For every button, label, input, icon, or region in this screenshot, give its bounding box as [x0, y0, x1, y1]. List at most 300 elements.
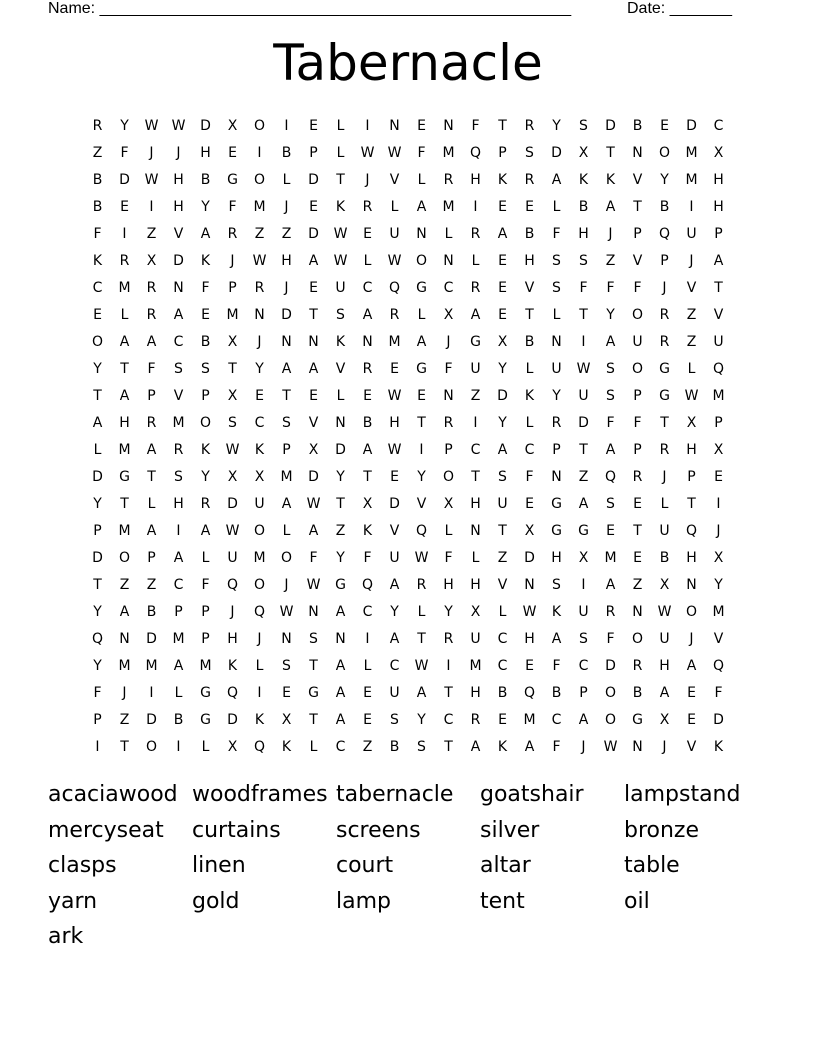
- grid-letter: F: [201, 576, 210, 593]
- grid-letter: P: [579, 684, 588, 701]
- grid-letter: A: [200, 225, 211, 242]
- grid-letter: M: [604, 549, 617, 566]
- grid-letter: E: [525, 495, 534, 512]
- grid-letter: S: [525, 144, 534, 161]
- grid-letter: A: [389, 630, 400, 647]
- grid-letter: V: [335, 360, 346, 377]
- grid-letter: R: [659, 306, 670, 323]
- grid-letter: X: [578, 144, 589, 161]
- grid-letter: Q: [523, 684, 536, 701]
- grid-letter: C: [470, 441, 481, 458]
- grid-letter: H: [389, 414, 400, 431]
- grid-letter: A: [119, 387, 130, 404]
- grid-letter: V: [713, 630, 724, 647]
- grid-letter: F: [444, 360, 453, 377]
- grid-letter: A: [146, 333, 157, 350]
- grid-letter: T: [147, 468, 156, 485]
- grid-letter: M: [442, 198, 455, 215]
- grid-letter: Q: [361, 576, 374, 593]
- grid-letter: J: [284, 576, 289, 593]
- grid-letter: D: [119, 171, 130, 188]
- grid-letter: O: [415, 252, 428, 269]
- grid-letter: X: [227, 738, 238, 755]
- grid-letter: A: [200, 522, 211, 539]
- word-list-item: bronze: [624, 817, 700, 843]
- grid-letter: G: [416, 360, 427, 377]
- grid-letter: A: [605, 441, 616, 458]
- grid-letter: J: [446, 333, 451, 350]
- grid-letter: R: [551, 414, 562, 431]
- grid-letter: F: [471, 117, 480, 134]
- grid-letter: E: [363, 387, 372, 404]
- grid-letter: E: [390, 360, 399, 377]
- grid-letter: L: [201, 549, 210, 566]
- grid-letter: N: [551, 468, 562, 485]
- word-list-item: yarn: [48, 888, 98, 914]
- grid-letter: E: [363, 684, 372, 701]
- grid-letter: E: [363, 225, 372, 242]
- grid-letter: A: [524, 738, 535, 755]
- grid-letter: L: [363, 252, 372, 269]
- grid-letter: P: [201, 603, 210, 620]
- grid-letter: K: [254, 711, 265, 728]
- grid-letter: P: [201, 387, 210, 404]
- grid-letter: W: [306, 576, 321, 593]
- grid-letter: M: [253, 549, 266, 566]
- grid-letter: T: [525, 306, 534, 323]
- grid-letter: I: [581, 333, 586, 350]
- grid-letter: R: [470, 225, 481, 242]
- grid-letter: N: [119, 630, 130, 647]
- grid-letter: L: [687, 360, 696, 377]
- grid-letter: X: [443, 495, 454, 512]
- grid-letter: G: [659, 387, 670, 404]
- grid-letter: X: [254, 468, 265, 485]
- grid-letter: D: [335, 441, 346, 458]
- grid-letter: L: [417, 603, 426, 620]
- grid-letter: I: [149, 198, 154, 215]
- grid-letter: T: [579, 306, 588, 323]
- grid-letter: N: [254, 306, 265, 323]
- grid-letter: V: [389, 522, 400, 539]
- grid-letter: O: [199, 414, 212, 431]
- grid-letter: S: [174, 360, 183, 377]
- grid-row: [84, 301, 732, 328]
- grid-letter: A: [335, 603, 346, 620]
- grid-letter: S: [309, 630, 318, 647]
- grid-letter: I: [122, 225, 127, 242]
- grid-letter: O: [253, 576, 266, 593]
- grid-letter: Z: [146, 225, 157, 242]
- grid-letter: J: [662, 279, 667, 296]
- grid-letter: O: [118, 549, 131, 566]
- grid-letter: A: [173, 657, 184, 674]
- grid-letter: L: [363, 657, 372, 674]
- grid-letter: S: [228, 414, 237, 431]
- grid-letter: K: [362, 522, 373, 539]
- grid-letter: K: [281, 738, 292, 755]
- grid-letter: A: [416, 198, 427, 215]
- grid-letter: R: [524, 171, 535, 188]
- grid-letter: C: [443, 279, 454, 296]
- grid-letter: X: [227, 387, 238, 404]
- grid-letter: C: [92, 279, 103, 296]
- grid-letter: M: [118, 522, 131, 539]
- grid-letter: P: [201, 630, 210, 647]
- grid-letter: A: [92, 414, 103, 431]
- grid-letter: B: [146, 603, 157, 620]
- grid-letter: L: [444, 225, 453, 242]
- grid-letter: H: [227, 630, 238, 647]
- letter-grid: [84, 112, 732, 760]
- grid-letter: U: [713, 333, 724, 350]
- grid-letter: Q: [388, 279, 401, 296]
- word-list-item: silver: [480, 817, 540, 843]
- grid-letter: O: [91, 333, 104, 350]
- grid-letter: A: [308, 360, 319, 377]
- grid-letter: K: [713, 738, 724, 755]
- grid-letter: R: [254, 279, 265, 296]
- grid-letter: N: [362, 333, 373, 350]
- grid-letter: W: [144, 117, 159, 134]
- grid-letter: G: [659, 360, 670, 377]
- grid-letter: O: [145, 738, 158, 755]
- grid-letter: T: [309, 657, 318, 674]
- grid-letter: J: [716, 522, 721, 539]
- grid-letter: S: [201, 360, 210, 377]
- grid-letter: U: [578, 387, 589, 404]
- grid-letter: F: [228, 198, 237, 215]
- grid-letter: N: [686, 576, 697, 593]
- grid-letter: G: [551, 522, 562, 539]
- grid-letter: I: [257, 684, 262, 701]
- grid-letter: X: [713, 441, 724, 458]
- grid-letter: T: [471, 468, 480, 485]
- grid-letter: W: [387, 441, 402, 458]
- grid-letter: K: [335, 198, 346, 215]
- grid-letter: U: [335, 279, 346, 296]
- grid-letter: S: [498, 468, 507, 485]
- grid-letter: V: [632, 171, 643, 188]
- grid-letter: A: [416, 684, 427, 701]
- grid-letter: F: [363, 549, 372, 566]
- grid-letter: O: [631, 306, 644, 323]
- grid-letter: W: [414, 657, 429, 674]
- grid-letter: E: [93, 306, 102, 323]
- grid-letter: M: [118, 279, 131, 296]
- grid-letter: J: [689, 252, 694, 269]
- grid-letter: Z: [119, 711, 130, 728]
- grid-letter: L: [147, 495, 156, 512]
- grid-letter: P: [498, 144, 507, 161]
- grid-letter: Q: [226, 576, 239, 593]
- grid-letter: W: [414, 549, 429, 566]
- grid-letter: T: [417, 414, 426, 431]
- grid-letter: R: [659, 333, 670, 350]
- grid-letter: V: [308, 414, 319, 431]
- grid-letter: A: [146, 441, 157, 458]
- grid-letter: B: [200, 171, 211, 188]
- grid-letter: E: [633, 549, 642, 566]
- grid-letter: A: [119, 333, 130, 350]
- grid-letter: U: [470, 630, 481, 647]
- grid-letter: Y: [120, 117, 129, 134]
- grid-letter: A: [605, 198, 616, 215]
- grid-letter: N: [632, 738, 643, 755]
- word-list-item: ark: [48, 924, 84, 949]
- grid-letter: W: [225, 441, 240, 458]
- grid-letter: A: [578, 495, 589, 512]
- grid-letter: C: [524, 441, 535, 458]
- grid-letter: L: [174, 684, 183, 701]
- grid-letter: C: [443, 711, 454, 728]
- grid-letter: D: [389, 495, 400, 512]
- grid-letter: D: [200, 117, 211, 134]
- grid-letter: E: [525, 198, 534, 215]
- grid-letter: P: [93, 711, 102, 728]
- grid-letter: L: [390, 198, 399, 215]
- grid-letter: K: [254, 441, 265, 458]
- grid-letter: F: [552, 738, 561, 755]
- grid-letter: M: [685, 171, 698, 188]
- grid-letter: D: [308, 171, 319, 188]
- grid-letter: L: [498, 603, 507, 620]
- grid-letter: E: [606, 522, 615, 539]
- grid-letter: X: [362, 495, 373, 512]
- grid-letter: K: [578, 171, 589, 188]
- grid-letter: G: [335, 576, 346, 593]
- grid-letter: T: [309, 711, 318, 728]
- grid-letter: D: [92, 468, 103, 485]
- grid-letter: Z: [281, 225, 292, 242]
- grid-letter: K: [335, 333, 346, 350]
- grid-letter: F: [606, 414, 615, 431]
- grid-letter: D: [605, 657, 616, 674]
- grid-letter: V: [524, 279, 535, 296]
- grid-letter: M: [523, 711, 536, 728]
- grid-letter: B: [632, 684, 643, 701]
- grid-letter: G: [227, 171, 238, 188]
- grid-letter: G: [470, 333, 481, 350]
- grid-letter: J: [257, 333, 262, 350]
- grid-letter: Z: [497, 549, 508, 566]
- grid-letter: I: [365, 630, 370, 647]
- grid-letter: A: [119, 603, 130, 620]
- grid-row: [84, 571, 732, 598]
- grid-letter: M: [712, 603, 725, 620]
- grid-letter: D: [686, 117, 697, 134]
- grid-letter: Y: [417, 468, 426, 485]
- grid-letter: M: [712, 387, 725, 404]
- grid-letter: R: [362, 360, 373, 377]
- grid-row: [84, 220, 732, 247]
- grid-letter: R: [92, 117, 103, 134]
- grid-letter: P: [93, 522, 102, 539]
- grid-letter: A: [551, 630, 562, 647]
- grid-letter: J: [149, 144, 154, 161]
- grid-letter: H: [524, 252, 535, 269]
- grid-letter: L: [309, 738, 318, 755]
- grid-letter: I: [149, 684, 154, 701]
- grid-letter: U: [578, 603, 589, 620]
- grid-letter: M: [199, 657, 212, 674]
- grid-letter: A: [362, 306, 373, 323]
- grid-letter: W: [252, 252, 267, 269]
- grid-letter: C: [713, 117, 724, 134]
- grid-letter: P: [687, 468, 696, 485]
- grid-letter: J: [176, 144, 181, 161]
- grid-letter: R: [470, 279, 481, 296]
- grid-letter: R: [605, 603, 616, 620]
- grid-letter: X: [146, 252, 157, 269]
- grid-letter: H: [281, 252, 292, 269]
- grid-letter: A: [713, 252, 724, 269]
- grid-letter: A: [551, 171, 562, 188]
- grid-letter: A: [173, 549, 184, 566]
- grid-letter: S: [606, 360, 615, 377]
- grid-letter: I: [446, 657, 451, 674]
- grid-letter: A: [335, 684, 346, 701]
- grid-letter: F: [714, 684, 723, 701]
- grid-letter: I: [419, 441, 424, 458]
- grid-letter: L: [552, 306, 561, 323]
- grid-letter: E: [498, 306, 507, 323]
- grid-letter: F: [606, 630, 615, 647]
- grid-letter: U: [389, 684, 400, 701]
- grid-row: [84, 706, 732, 733]
- grid-letter: R: [200, 495, 211, 512]
- grid-letter: J: [122, 684, 127, 701]
- grid-letter: R: [362, 198, 373, 215]
- grid-letter: S: [552, 252, 561, 269]
- grid-letter: X: [308, 441, 319, 458]
- grid-row: [84, 544, 732, 571]
- word-list-item: goatshair: [480, 782, 584, 807]
- grid-letter: A: [416, 333, 427, 350]
- grid-row: [84, 679, 732, 706]
- grid-letter: A: [497, 225, 508, 242]
- grid-letter: C: [551, 711, 562, 728]
- word-list-item: acaciawood: [48, 782, 178, 807]
- grid-letter: A: [578, 711, 589, 728]
- grid-letter: N: [281, 333, 292, 350]
- grid-letter: Q: [712, 360, 725, 377]
- grid-letter: C: [362, 279, 373, 296]
- grid-letter: N: [524, 576, 535, 593]
- grid-letter: Y: [552, 387, 561, 404]
- grid-letter: X: [578, 549, 589, 566]
- grid-letter: D: [524, 549, 535, 566]
- grid-letter: O: [253, 117, 266, 134]
- grid-letter: M: [442, 144, 455, 161]
- grid-letter: A: [605, 333, 616, 350]
- grid-letter: I: [95, 738, 100, 755]
- grid-letter: H: [173, 171, 184, 188]
- grid-letter: T: [687, 495, 696, 512]
- grid-letter: E: [633, 495, 642, 512]
- grid-letter: B: [659, 198, 670, 215]
- grid-letter: S: [579, 117, 588, 134]
- grid-letter: E: [498, 198, 507, 215]
- grid-letter: O: [685, 603, 698, 620]
- grid-row: [84, 733, 732, 760]
- grid-row: [84, 139, 732, 166]
- grid-letter: E: [309, 387, 318, 404]
- grid-letter: F: [93, 225, 102, 242]
- grid-letter: I: [689, 198, 694, 215]
- grid-letter: D: [92, 549, 103, 566]
- grid-letter: P: [174, 603, 183, 620]
- grid-letter: L: [282, 522, 291, 539]
- grid-letter: V: [173, 387, 184, 404]
- grid-letter: Z: [686, 333, 697, 350]
- grid-row: [84, 463, 732, 490]
- grid-letter: T: [228, 360, 237, 377]
- grid-letter: Y: [444, 603, 453, 620]
- grid-letter: B: [92, 198, 103, 215]
- grid-letter: F: [525, 468, 534, 485]
- grid-letter: O: [604, 684, 617, 701]
- grid-letter: O: [253, 171, 266, 188]
- grid-letter: H: [173, 495, 184, 512]
- grid-row: [84, 652, 732, 679]
- grid-letter: T: [120, 738, 129, 755]
- grid-letter: J: [689, 630, 694, 647]
- grid-letter: B: [497, 684, 508, 701]
- grid-letter: R: [443, 414, 454, 431]
- grid-letter: Z: [92, 144, 103, 161]
- grid-letter: S: [552, 279, 561, 296]
- grid-letter: C: [497, 657, 508, 674]
- grid-letter: R: [173, 441, 184, 458]
- header-line: [48, 0, 748, 20]
- grid-letter: R: [416, 576, 427, 593]
- grid-letter: X: [470, 603, 481, 620]
- grid-letter: X: [713, 549, 724, 566]
- grid-letter: E: [309, 279, 318, 296]
- grid-letter: G: [632, 711, 643, 728]
- grid-letter: Q: [91, 630, 104, 647]
- word-list-item: oil: [624, 888, 650, 914]
- grid-letter: A: [605, 576, 616, 593]
- grid-letter: T: [498, 522, 507, 539]
- grid-letter: E: [255, 387, 264, 404]
- grid-letter: P: [633, 225, 642, 242]
- word-list-item: gold: [192, 888, 240, 914]
- grid-letter: Q: [469, 144, 482, 161]
- grid-row: [84, 355, 732, 382]
- grid-letter: B: [524, 333, 535, 350]
- grid-letter: Y: [498, 360, 507, 377]
- grid-letter: D: [497, 387, 508, 404]
- word-list-item: woodframes: [192, 782, 328, 807]
- grid-letter: W: [657, 603, 672, 620]
- grid-letter: L: [201, 738, 210, 755]
- grid-letter: J: [662, 468, 667, 485]
- grid-letter: T: [363, 468, 372, 485]
- grid-letter: H: [524, 630, 535, 647]
- grid-letter: S: [552, 576, 561, 593]
- grid-letter: H: [659, 657, 670, 674]
- grid-letter: Q: [604, 468, 617, 485]
- grid-letter: V: [632, 252, 643, 269]
- grid-row: [84, 490, 732, 517]
- grid-letter: H: [578, 225, 589, 242]
- grid-letter: A: [686, 657, 697, 674]
- grid-letter: E: [498, 711, 507, 728]
- grid-letter: L: [444, 522, 453, 539]
- grid-letter: F: [633, 414, 642, 431]
